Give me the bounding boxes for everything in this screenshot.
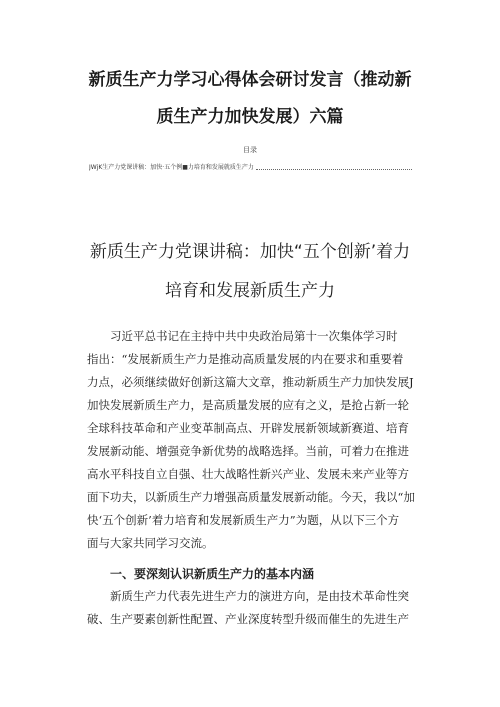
- toc-heading: 目录: [243, 146, 257, 154]
- text-line: 快‘五个创新’着力培育和发展新质生产力”为题，从以下三个方: [87, 513, 400, 527]
- toc-entry[interactable]: [89, 162, 412, 172]
- text-line: 发展新动能、增强竞争新优势的战略选择。当前，可着力在推进: [87, 444, 409, 458]
- section-title-line-1: 新质生产力党课讲稿：加快“五个创新’着力: [89, 242, 411, 262]
- text-line: 全球科技革命和产业变革制高点、开辟发展新领域新赛道、培育: [87, 421, 409, 435]
- text-line: 面与大家共同学习交流。: [87, 536, 214, 550]
- text-line: 习近平总书记在主持中共中央政治局第十一次集体学习时: [110, 329, 398, 343]
- text-line: 力点，必须继续做好创新这篇大文章，推动新质生产力加快发展J: [87, 375, 414, 389]
- text-line: 面下功夫，以新质生产力增强高质量发展新动能。今天，我以“加: [87, 490, 415, 504]
- toc-dot-leader: [256, 169, 412, 170]
- document-title-line-1: 新质生产力学习心得体会研讨发言（推动新: [88, 70, 412, 90]
- text-line: 破、生产要素创新性配置、产业深度转型升级而催生的先进生产: [87, 612, 409, 626]
- body-paragraph-2: [87, 585, 432, 631]
- text-line: 新质生产力代表先进生产力的演进方向，是由技术革命性突: [110, 589, 409, 603]
- document-title-line-2: 质生产力加快发展）六篇: [156, 107, 344, 127]
- body-paragraph-1: [87, 325, 432, 555]
- text-line: 高水平科技自立自强、壮大战略性新兴产业、发展未来产业等方: [87, 467, 409, 481]
- section-subheading: 一、要深刻认识新质生产力的基本内涵: [110, 567, 315, 581]
- text-line: 加快发展新质生产力，是高质量发展的应有之义，是抢占新一轮: [87, 398, 409, 412]
- text-line: 指出：“发展新质生产力是推动高质量发展的内在要求和重要着: [87, 352, 404, 366]
- toc-entry-text: JWjK生产力党课讲稿：加快·五个例■力培育和发展就质生产力: [89, 164, 254, 171]
- section-title-line-2: 培育和发展新质生产力: [165, 281, 335, 301]
